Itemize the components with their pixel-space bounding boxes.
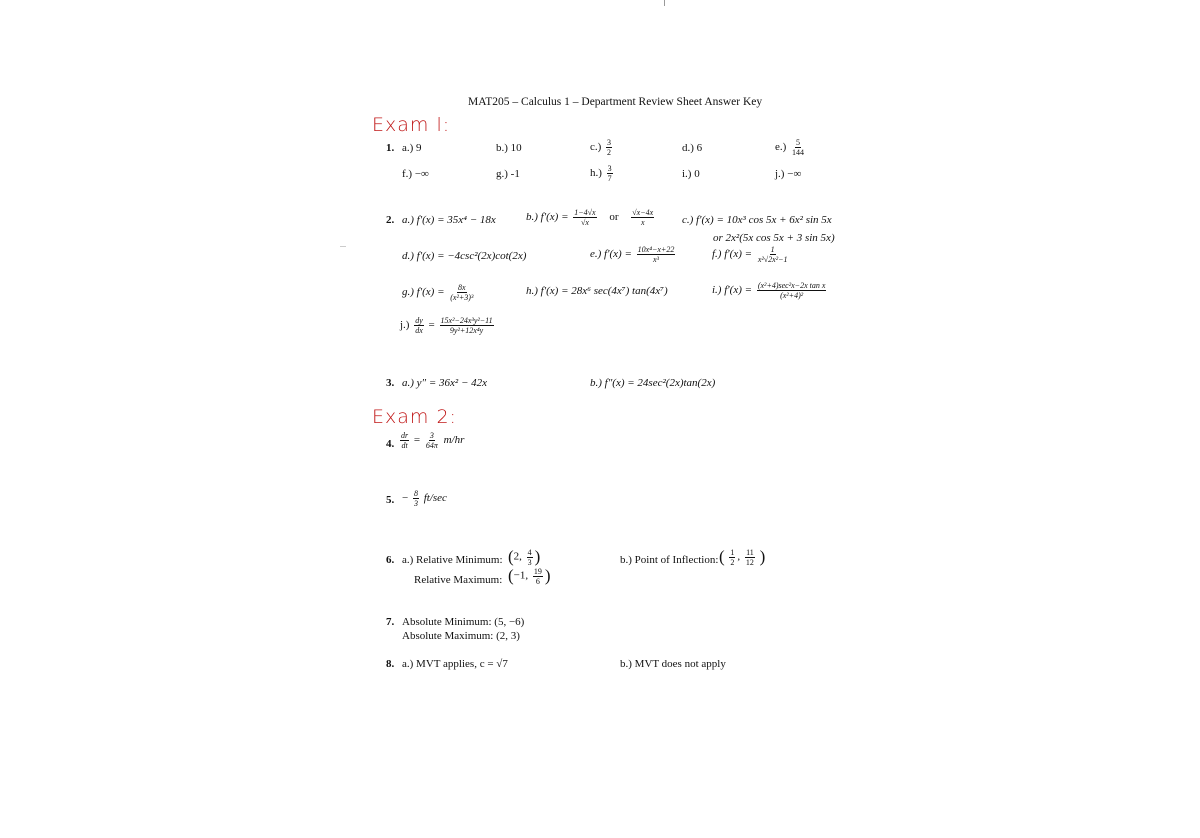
q1-b [496, 142, 522, 154]
q1-f-label: f.) [402, 168, 413, 180]
q6-b-point: ( $\frac{1}{2}$ , $\frac{11}{12}$ ) [719, 547, 766, 567]
q2-i-prefix: i.) f′(x) = [712, 284, 753, 297]
q3-number: 3. [386, 377, 395, 389]
q6-a-label: a.) Relative Minimum: [402, 554, 503, 566]
q8-a: a.) MVT applies, c = √7 [402, 658, 508, 670]
q1-g-value: -1 [510, 168, 520, 180]
q2-d: d.) f′(x) = −4csc²(2x)cot(2x) [402, 250, 527, 262]
q5-number: 5. [386, 494, 395, 506]
q2-g-prefix: g.) f′(x) = [402, 286, 445, 299]
q1-d-value: 6 [696, 142, 703, 154]
q1-a-value: 9 [416, 142, 422, 154]
q6-a-x: 2, [513, 550, 522, 563]
q2-c-line-1: c.) f′(x) = 10x³ cos 5x + 6x² sin 5x [682, 214, 832, 226]
q2-f-fraction: $\frac{1}{\text{x²√2x²−1}}$ [757, 245, 788, 264]
q2-j [400, 316, 496, 335]
q5-sign: − [402, 492, 409, 505]
q2-j-fraction: $\frac{\text{15x²−24x³y²−11}}{\text{9y²+12x⁴y}}$ [440, 316, 493, 335]
q1-number: 1. [386, 142, 395, 154]
q4-derivative: $\frac{dr}{dt}$ [401, 431, 409, 450]
q2-i [712, 281, 828, 300]
exam-2-label: Exam 2: [372, 406, 457, 428]
q1-g [496, 168, 520, 180]
q6-a-fraction: $\frac{4}{3}$ [527, 547, 532, 567]
page-title: MAT205 – Calculus 1 – Department Review Sheet Answer Key [468, 96, 763, 108]
q1-i-label: i.) [682, 168, 692, 180]
q1-d-label: d.) [682, 142, 694, 154]
scan-mark-top [664, 0, 665, 6]
q1-d [682, 142, 702, 154]
q2-b-or: or [609, 211, 619, 224]
q2-e [590, 245, 677, 264]
q5-unit: ft/sec [423, 492, 447, 505]
q4-number: 4. [386, 438, 395, 450]
scan-mark-left [340, 246, 346, 247]
q1-c [590, 138, 614, 157]
q6-max-fraction: $\frac{19}{6}$ [533, 566, 542, 586]
q2-g-fraction: $\frac{8x}{\text{(x²+3)³}}$ [450, 283, 474, 302]
q1-a-label: a.) [402, 142, 414, 154]
q1-c-label: c.) [590, 141, 602, 154]
q1-h [590, 164, 615, 183]
q1-i-value: 0 [694, 168, 700, 180]
q6-max-label: Relative Maximum: [414, 574, 503, 586]
q2-f-prefix: f.) f′(x) = [712, 248, 753, 261]
q1-b-label: b.) [496, 142, 508, 154]
q2-e-fraction: $\frac{\text{10x⁴−x+22}}{\text{x³}}$ [637, 245, 675, 264]
q5-fraction: $\frac{8}{3}$ [413, 489, 418, 508]
q6-b-fraction-x: $\frac{1}{2}$ [730, 547, 735, 567]
q6-max-x: −1, [513, 569, 529, 582]
q6-number: 6. [386, 554, 395, 566]
q4-unit: m/hr [443, 434, 465, 447]
q1-h-label: h.) [590, 167, 602, 180]
q2-c-line-2: or 2x²(5x cos 5x + 3 sin 5x) [713, 232, 835, 244]
q1-e-label: e.) [775, 141, 787, 154]
q2-e-prefix: e.) f′(x) = [590, 248, 632, 261]
q7-minimum: Absolute Minimum: (5, −6) [402, 616, 525, 628]
q6-a-point: (2, $\frac{4}{3}$ ) [508, 547, 541, 567]
q1-e-fraction: $\frac{5}{144}$ [792, 138, 805, 157]
q2-g [402, 283, 476, 302]
q2-a: a.) f′(x) = 35x⁴ − 18x [402, 214, 496, 226]
q2-i-fraction: $\frac{\text{(x²+4)sec²x−2x tan x}}{\text{(x²+4)²}}$ [757, 281, 826, 300]
exam-1-label: Exam l: [372, 114, 451, 136]
q2-b-fraction-1: $\frac{1-4√x}{√x}$ [574, 208, 596, 227]
q3-a: a.) y″ = 36x² − 42x [402, 377, 488, 389]
q2-f [712, 245, 791, 264]
q1-j-label: j.) [775, 168, 785, 180]
q1-j [775, 168, 801, 180]
q1-g-label: g.) [496, 168, 508, 180]
q6-b-label: b.) Point of Inflection: [620, 554, 719, 566]
q2-b-prefix: b.) f′(x) = [526, 211, 569, 224]
q4-answer [398, 431, 464, 450]
q2-h: h.) f′(x) = 28x⁶ sec(4x⁷) tan(4x⁷) [526, 285, 668, 297]
q6-max-point: (−1, $\frac{19}{6}$ ) [508, 566, 551, 586]
q2-number: 2. [386, 214, 395, 226]
q2-j-prefix: j.) [400, 319, 410, 332]
q8-b: b.) MVT does not apply [620, 658, 726, 670]
q2-j-derivative: $\frac{dy}{dx}$ [415, 316, 423, 335]
q1-b-value: 10 [510, 142, 522, 154]
q7-number: 7. [386, 616, 395, 628]
q6-b-fraction-y: $\frac{11}{12}$ [745, 547, 754, 567]
q1-f [402, 168, 429, 180]
q1-a [402, 142, 422, 154]
q2-b-fraction-2: $\frac{√x-4x}{x}$ [632, 208, 654, 227]
q8-number: 8. [386, 658, 395, 670]
q4-fraction: $\frac{3}{64\pi}$ [425, 431, 438, 450]
q3-b: b.) f″(x) = 24sec²(2x)tan(2x) [590, 377, 716, 389]
q1-c-fraction: $\frac{3}{2}$ [607, 138, 612, 157]
q4-equals: = [413, 434, 421, 447]
q2-j-equals: = [428, 319, 435, 332]
q1-h-fraction: $\frac{3}{7}$ [607, 164, 612, 183]
q1-j-value: −∞ [787, 168, 802, 180]
q7-maximum: Absolute Maximum: (2, 3) [402, 630, 520, 642]
q1-f-value: −∞ [414, 168, 429, 180]
q5-answer [402, 489, 447, 508]
q1-i [682, 168, 700, 180]
q1-e [775, 138, 807, 157]
q2-b [526, 208, 656, 227]
